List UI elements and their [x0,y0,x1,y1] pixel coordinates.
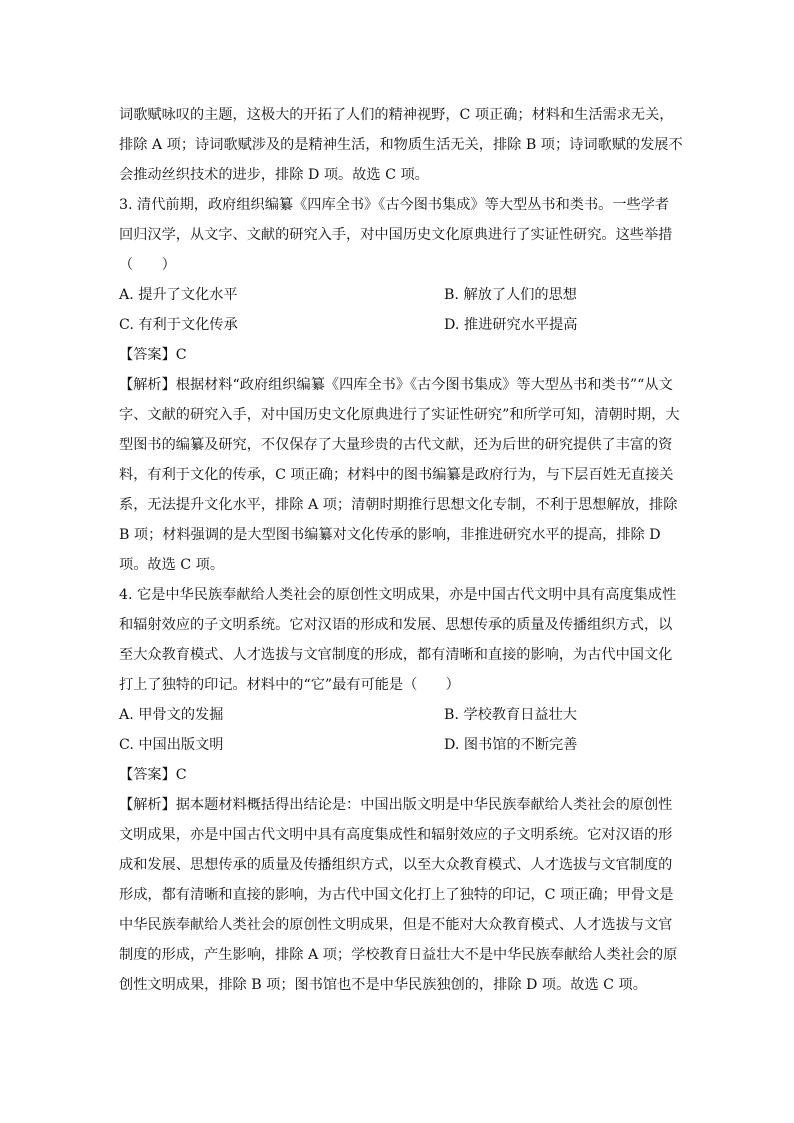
option-b: B. 解放了人们的思想 [444,287,577,303]
question-4-analysis: 制度的形成，产生影响，排除 A 项；学校教育日益壮大不是中华民族奉献给人类社会的原 [119,947,678,963]
option-c: C. 中国出版文明 [119,737,224,753]
question-3-answer: 【答案】C [119,347,187,363]
question-3-stem: 3. 清代前期，政府组织编纂《四库全书》《古今图书集成》等大型丛书和类书。一些学者 [119,197,670,213]
analysis-line: 会推动丝织技术的进步，排除 D 项。故选 C 项。 [119,167,429,183]
question-4-analysis: 中华民族奉献给人类社会的原创性文明成果，但是不能对大众教育模式、人才选拔与文官 [119,917,673,933]
option-b: B. 学校教育日益壮大 [444,707,577,723]
document-page [119,100,683,1000]
option-d: D. 推进研究水平提高 [444,317,578,333]
question-4-stem: 4. 它是中华民族奉献给人类社会的原创性文明成果，亦是中国古代文明中具有高度集成性 [119,587,677,603]
question-3-analysis: 型图书的编纂及研究，不仅保存了大量珍贵的古代文献，还为后世的研究提供了丰富的资 [119,437,673,453]
question-3-analysis: 字、文献的研究入手，对中国历史文化原典进行了实证性研究”和所学可知，清朝时期，大 [119,407,680,423]
question-3-analysis: B 项；材料强调的是大型图书编纂对文化传承的影响，非推进研究水平的提高，排除 D [119,527,661,543]
question-4-analysis: 文明成果，亦是中国古代文明中具有高度集成性和辐射效应的子文明系统。它对汉语的形 [119,827,673,843]
option-a: A. 提升了文化水平 [119,287,238,303]
question-3-stem: 回归汉学，从文字、文献的研究入手，对中国历史文化原典进行了实证性研究。这些举措 [119,227,673,243]
question-3-analysis: 系，无法提升文化水平，排除 A 项；清朝时期推行思想文化专制，不利于思想解放，排除 [119,497,678,513]
option-a: A. 甲骨文的发掘 [119,707,224,723]
analysis-line: 排除 A 项；诗词歌赋涉及的是精神生活，和物质生活无关，排除 B 项；诗词歌赋的发展不 [119,137,683,153]
question-4-analysis: 形成，都有清晰和直接的影响，为古代中国文化打上了独特的印记，C 项正确；甲骨文是 [119,887,674,903]
question-4-analysis: 创性文明成果，排除 B 项；图书馆也不是中华民族独创的，排除 D 项。故选 C 项。 [119,977,647,993]
question-3-options [119,280,675,310]
question-3-analysis: 【解析】根据材料“政府组织编纂《四库全书》《古今图书集成》等大型丛书和类书”“从文 [119,377,673,393]
question-3-stem: （ ） [119,257,176,273]
question-4-answer: 【答案】C [119,767,187,783]
question-3-analysis: 项。故选 C 项。 [119,557,225,573]
question-4-options [119,700,675,730]
question-4-stem: 和辐射效应的子文明系统。它对汉语的形成和发展、思想传承的质量及传播组织方式，以 [119,617,673,633]
question-4-stem: 至大众教育模式、人才选拔与文官制度的形成，都有清晰和直接的影响，为古代中国文化 [119,647,673,663]
option-d: D. 图书馆的不断完善 [444,737,578,753]
analysis-line: 词歌赋咏叹的主题，这极大的开拓了人们的精神视野，C 项正确；材料和生活需求无关， [119,107,674,123]
question-4-analysis: 【解析】据本题材料概括得出结论是：中国出版文明是中华民族奉献给人类社会的原创性 [119,797,673,813]
option-c: C. 有利于文化传承 [119,317,238,333]
question-4-analysis: 成和发展、思想传承的质量及传播组织方式，以至大众教育模式、人才选拔与文官制度的 [119,857,673,873]
question-3-options [119,310,675,340]
question-4-stem: 打上了独特的印记。材料中的“它”最有可能是（ ） [119,677,460,693]
question-3-analysis: 料，有利于文化的传承，C 项正确；材料中的图书编纂是政府行为，与下层百姓无直接关 [119,467,674,483]
question-4-options [119,730,675,760]
